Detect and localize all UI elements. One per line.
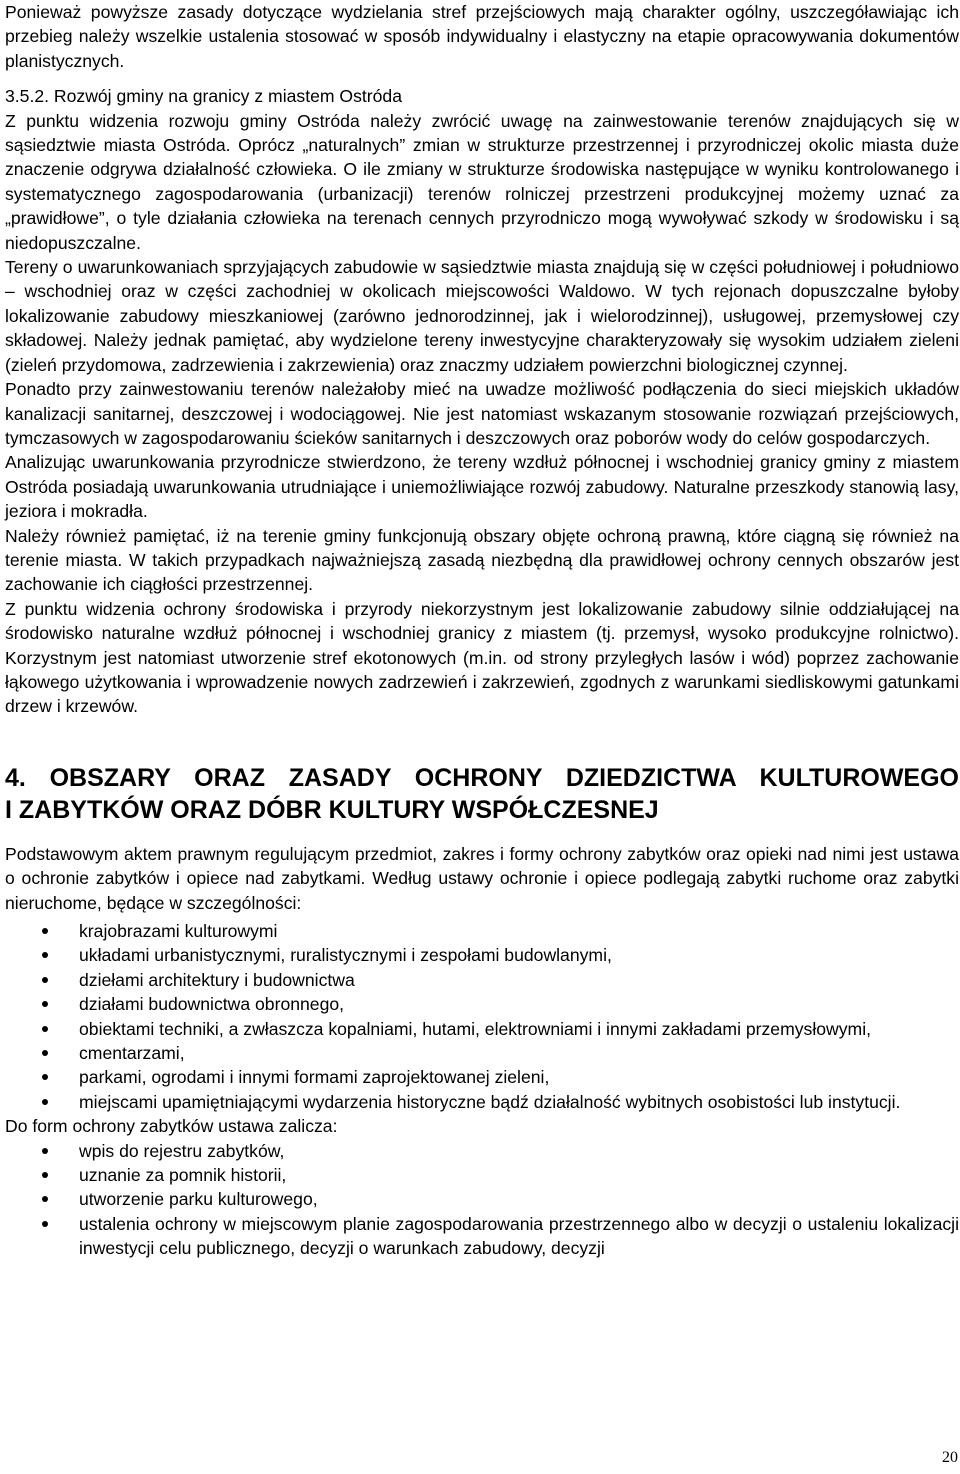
chapter-heading-line-1: 4. OBSZARY ORAZ ZASADY OCHRONY DZIEDZICTWA KULTUROWEGO	[5, 763, 959, 792]
list-item: układami urbanistycznymi, ruralistycznymi i zespołami budowlanymi,	[5, 943, 959, 967]
section-paragraph: Należy również pamiętać, iż na terenie gminy funkcjonują obszary objęte ochroną prawną, które ciągną się również na terenie miasta. W takich przypadkach najważniejszą zasadą niezbędną dla prawidłowej ochrony cennych obszarów jest zachowanie ich ciągłości przestrzennej.	[5, 525, 959, 595]
list-item: dziełami architektury i budownictwa	[5, 968, 959, 992]
chapter-heading-line-2: I ZABYTKÓW ORAZ DÓBR KULTURY WSPÓŁCZESNEJ	[5, 795, 659, 824]
list-item: ustalenia ochrony w miejscowym planie zagospodarowania przestrzennego albo w decyzji o ustaleniu lokalizacji inwestycji celu publicznego, decyzji o warunkach zabudowy, decyzji	[5, 1212, 959, 1261]
list-item: cmentarzami,	[5, 1041, 959, 1065]
list-item: miejscami upamiętniającymi wydarzenia historyczne bądź działalność wybitnych osobistości lub instytucji.	[5, 1090, 959, 1114]
list-item: obiektami techniki, a zwłaszcza kopalniami, hutami, elektrowniami i innymi zakładami przemysłowymi,	[5, 1017, 959, 1041]
intro-paragraph: Ponieważ powyższe zasady dotyczące wydzielania stref przejściowych mają charakter ogólny, uszczegóławiając ich przebieg należy wszelkie ustalenia stosować w sposób indywidualny i elastyczny na etapie opracowywania dokumentów planistycznych.	[5, 2, 959, 71]
bullet-icon	[42, 1026, 48, 1032]
list-item: działami budownictwa obronnego,	[5, 992, 959, 1016]
bullet-icon	[42, 1196, 48, 1202]
protected-monuments-list	[5, 919, 959, 1114]
list-item: utworzenie parku kulturowego,	[5, 1187, 959, 1211]
list-item: uznanie za pomnik historii,	[5, 1163, 959, 1187]
list-item: wpis do rejestru zabytków,	[5, 1139, 959, 1163]
section-paragraph: Ponadto przy zainwestowaniu terenów należałoby mieć na uwadze możliwość podłączenia do sieci miejskich układów kanalizacji sanitarnej, deszczowej i wodociągowej. Nie jest natomiast wskazanym stosowanie rozwiązań przejściowych, tymczasowych w zagospodarowaniu ścieków sanitarnych i deszczowych oraz poborów wody do celów gospodarczych.	[5, 379, 959, 448]
section-paragraph: Z punktu widzenia ochrony środowiska i przyrody niekorzystnym jest lokalizowanie zabudowy silnie oddziałującej na środowisko naturalne wzdłuż północnej i wschodniej granicy z miastem (tj. przemysł, wysoko produkcyjne rolnictwo). Korzystnym jest natomiast utworzenie stref ekotonowych (m.in. od strony przyległych lasów i wód) poprzez zachowanie łąkowego użytkowania i wprowadzenie nowych zadrzewień i zakrzewień, zgodnych z warunkami siedliskowymi gatunkami drzew i krzewów.	[5, 598, 959, 717]
bullet-icon	[42, 1099, 48, 1105]
bullet-icon	[42, 1148, 48, 1154]
section-paragraph: Tereny o uwarunkowaniach sprzyjających zabudowie w sąsiedztwie miasta znajdują się w części południowej i południowo – wschodniej oraz w części zachodniej w okolicach miejscowości Waldowo. W tych rejonach dopuszczalne byłoby lokalizowanie zabudowy mieszkaniowej (zarówno jednorodzinnej, jak i wielorodzinnej), usługowej, przemysłowej czy składowej. Należy jednak pamiętać, aby wydzielone tereny inwestycyjne charakteryzowały się wysokim udziałem zieleni (zieleń przydomowa, zadrzewienia i zakrzewienia) oraz znaczmy udziałem powierzchni biologicznej czynnej.	[5, 257, 959, 375]
chapter-heading	[5, 762, 959, 826]
document-page	[5, 0, 959, 1261]
bullet-icon	[42, 977, 48, 983]
bullet-icon	[42, 1221, 48, 1227]
chapter-intro-paragraph: Podstawowym aktem prawnym regulującym przedmiot, zakres i formy ochrony zabytków oraz opieki nad nimi jest ustawa o ochronie zabytków i opiece nad zabytkami. Według ustawy ochronie i opiece podlegają zabytki ruchome oraz zabytki nieruchome, będące w szczególności:	[5, 843, 959, 913]
bullet-icon	[42, 1001, 48, 1007]
protection-forms-list	[5, 1139, 959, 1261]
section-heading: 3.5.2. Rozwój gminy na granicy z miastem Ostróda	[5, 86, 402, 107]
list-item: parkami, ogrodami i innymi formami zaprojektowanej zieleni,	[5, 1065, 959, 1089]
section-paragraph: Analizując uwarunkowania przyrodnicze stwierdzono, że tereny wzdłuż północnej i wschodniej granicy gminy z miastem Ostróda posiadają uwarunkowania utrudniające i uniemożliwiające rozwój zabudowy. Naturalne przeszkody stanowią lasy, jeziora i mokradła.	[5, 452, 959, 522]
bullet-icon	[42, 928, 48, 934]
bullet-icon	[42, 1172, 48, 1178]
forms-intro-paragraph: Do form ochrony zabytków ustawa zalicza:	[5, 1116, 338, 1137]
section-3-5-2	[5, 84, 959, 719]
section-paragraph: Z punktu widzenia rozwoju gminy Ostróda należy zwrócić uwagę na zainwestowanie terenów znajdujących się w sąsiedztwie miasta Ostróda. Oprócz „naturalnych” zmian w strukturze przestrzennej i przyrodniczej okolic miasta duże znaczenie odgrywa działalność człowieka. O ile zmiany w strukturze środowiska następujące w wyniku kontrolowanego i systematycznego zagospodarowania (urbanizacji) terenów rolniczej przestrzeni produkcyjnej możemy uznać za „prawidłowe”, o tyle działania człowieka na terenach cennych przyrodniczo mogą wywoływać szkody w środowisku i są niedopuszczalne.	[5, 110, 959, 253]
bullet-icon	[42, 1074, 48, 1080]
bullet-icon	[42, 952, 48, 958]
bullet-icon	[42, 1050, 48, 1056]
page-number: 20	[942, 1449, 958, 1466]
list-item: krajobrazami kulturowymi	[5, 919, 959, 943]
